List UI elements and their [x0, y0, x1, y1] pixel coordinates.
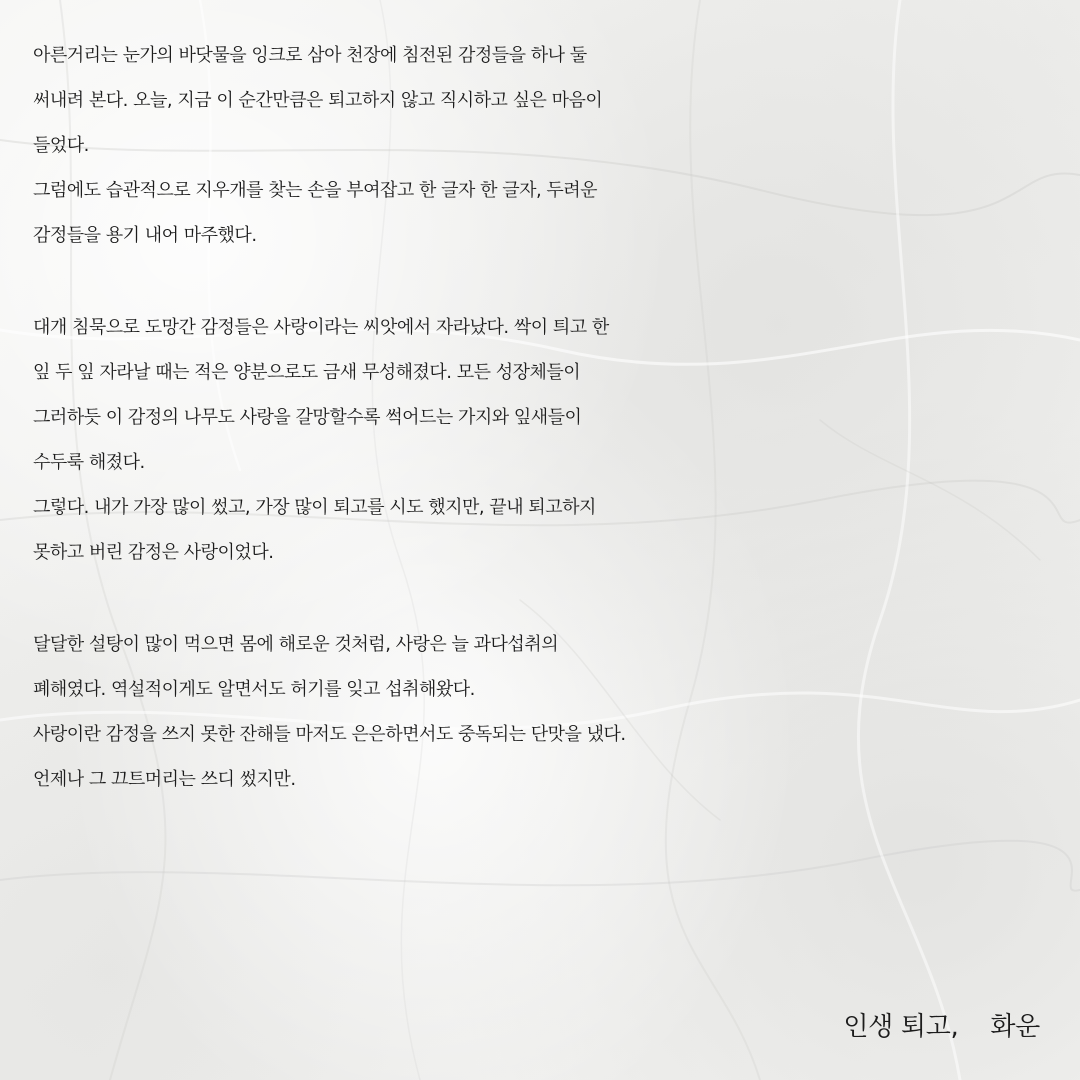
text-line: 그러하듯 이 감정의 나무도 사랑을 갈망할수록 썩어드는 가지와 잎새들이 [33, 407, 582, 428]
paragraph-gap [33, 258, 1053, 305]
paragraph-3 [33, 622, 1053, 802]
paragraph-1 [33, 33, 1053, 258]
poem-text [33, 33, 1053, 802]
text-line: 폐해였다. 역설적이게도 알면서도 허기를 잊고 섭취해왔다. [33, 679, 475, 700]
signature: 인생 퇴고, 화운 [843, 1012, 1040, 1042]
paragraph-gap [33, 575, 1053, 622]
text-line: 감정들을 용기 내어 마주했다. [33, 225, 257, 246]
text-line: 그럼에도 습관적으로 지우개를 찾는 손을 부여잡고 한 글자 한 글자, 두려운 [33, 180, 598, 201]
text-line: 사랑이란 감정을 쓰지 못한 잔해들 마저도 은은하면서도 중독되는 단맛을 냈다. [33, 724, 626, 745]
text-line: 대개 침묵으로 도망간 감정들은 사랑이라는 씨앗에서 자라났다. 싹이 틔고 한 [33, 317, 609, 338]
text-line: 달달한 설탕이 많이 먹으면 몸에 해로운 것처럼, 사랑은 늘 과다섭취의 [33, 634, 559, 655]
text-line: 그렇다. 내가 가장 많이 썼고, 가장 많이 퇴고를 시도 했지만, 끝내 퇴고하지 [33, 497, 596, 518]
text-line: 잎 두 잎 자라날 때는 적은 양분으로도 금새 무성해졌다. 모든 성장체들이 [33, 362, 581, 383]
paragraph-2 [33, 305, 1053, 575]
text-line: 수두룩 해졌다. [33, 452, 145, 473]
text-line: 써내려 본다. 오늘, 지금 이 순간만큼은 퇴고하지 않고 직시하고 싶은 마음이 [33, 90, 603, 111]
text-line: 들었다. [33, 135, 89, 156]
text-line: 아른거리는 눈가의 바닷물을 잉크로 삼아 천장에 침전된 감정들을 하나 둘 [33, 45, 587, 66]
text-line: 못하고 버린 감정은 사랑이었다. [33, 542, 274, 563]
text-line: 언제나 그 끄트머리는 쓰디 썼지만. [33, 769, 296, 790]
